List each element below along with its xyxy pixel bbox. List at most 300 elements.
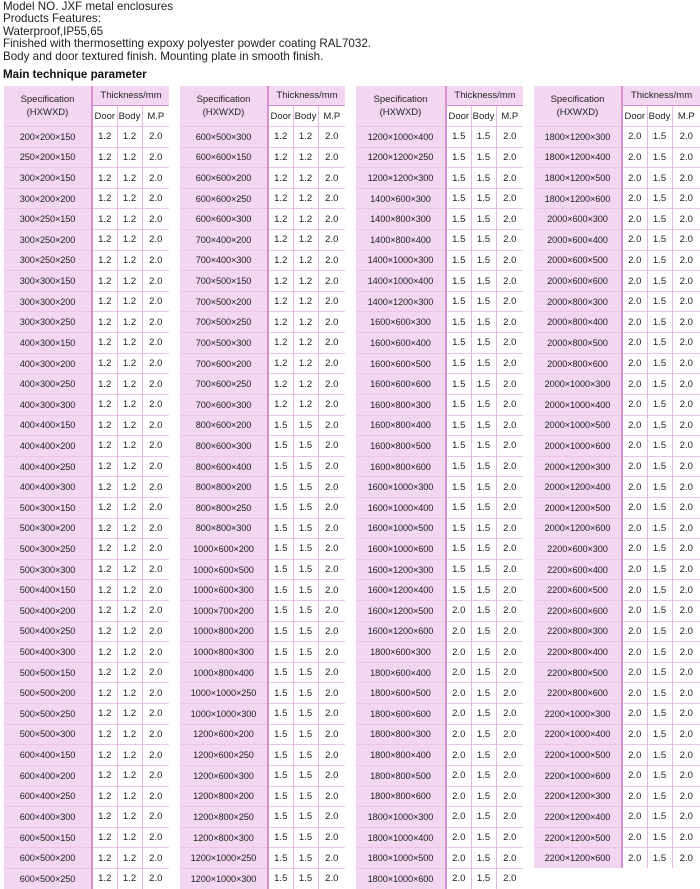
table-row (4, 745, 169, 766)
body-thickness-cell: 1.5 (293, 456, 318, 477)
door-thickness-cell: 1.2 (268, 127, 293, 148)
door-thickness-cell: 1.2 (268, 353, 293, 374)
door-thickness-cell: 1.5 (446, 127, 471, 148)
spec-cell: 1800×1200×300 (534, 127, 622, 148)
body-thickness-cell: 1.2 (293, 168, 318, 189)
mounting-plate-thickness-cell: 2.0 (672, 188, 700, 209)
spec-cell: 1600×600×600 (356, 374, 446, 395)
spec-cell: 1800×600×500 (356, 683, 446, 704)
table-row (4, 415, 169, 436)
spec-cell: 2000×1000×500 (534, 415, 622, 436)
table-row (4, 312, 169, 333)
door-thickness-cell: 1.2 (92, 394, 117, 415)
body-thickness-cell: 1.2 (117, 168, 142, 189)
door-thickness-cell: 1.5 (446, 312, 471, 333)
mounting-plate-thickness-cell: 2.0 (318, 601, 345, 622)
mounting-plate-thickness-cell: 2.0 (142, 209, 169, 230)
mounting-plate-thickness-cell: 2.0 (318, 745, 345, 766)
mounting-plate-thickness-cell: 2.0 (142, 230, 169, 251)
table-row (534, 601, 700, 622)
table-row (4, 868, 169, 888)
mounting-plate-thickness-cell: 2.0 (318, 271, 345, 292)
body-thickness-cell: 1.5 (471, 539, 496, 560)
table-row (534, 353, 700, 374)
door-thickness-cell: 1.2 (92, 168, 117, 189)
spec-cell: 600×400×300 (4, 807, 92, 828)
body-thickness-cell: 1.5 (471, 127, 496, 148)
mounting-plate-thickness-cell: 2.0 (142, 374, 169, 395)
body-thickness-cell: 1.5 (293, 518, 318, 539)
door-thickness-cell: 1.2 (92, 580, 117, 601)
table-row (534, 168, 700, 189)
door-thickness-cell: 2.0 (622, 188, 647, 209)
door-thickness-cell: 1.5 (268, 456, 293, 477)
spec-cell: 1800×800×300 (356, 724, 446, 745)
body-thickness-cell: 1.2 (117, 436, 142, 457)
spec-cell: 1400×1200×300 (356, 291, 446, 312)
door-thickness-cell: 2.0 (446, 642, 471, 663)
door-thickness-cell: 1.2 (92, 807, 117, 828)
body-thickness-cell: 1.5 (293, 765, 318, 786)
door-thickness-cell: 2.0 (622, 250, 647, 271)
mounting-plate-thickness-cell: 2.0 (496, 786, 523, 807)
table-row (4, 353, 169, 374)
spec-cell: 1800×600×300 (356, 642, 446, 663)
table-row (356, 147, 523, 168)
spec-cell: 300×200×150 (4, 168, 92, 189)
door-thickness-cell: 1.5 (446, 477, 471, 498)
spec-cell: 2200×1000×600 (534, 765, 622, 786)
spec-cell: 2000×800×600 (534, 353, 622, 374)
body-thickness-cell: 1.2 (117, 209, 142, 230)
table-row (180, 827, 345, 848)
mounting-plate-thickness-cell: 2.0 (318, 827, 345, 848)
body-thickness-cell: 1.2 (117, 601, 142, 622)
spec-cell: 1600×1200×400 (356, 580, 446, 601)
spec-cell: 1000×800×200 (180, 621, 268, 642)
body-thickness-cell: 1.5 (471, 497, 496, 518)
mounting-plate-thickness-cell: 2.0 (672, 394, 700, 415)
mounting-plate-thickness-cell: 2.0 (496, 497, 523, 518)
body-thickness-cell: 1.2 (293, 312, 318, 333)
door-thickness-cell: 2.0 (446, 848, 471, 869)
mounting-plate-thickness-cell: 2.0 (672, 848, 700, 868)
spec-cell: 800×800×200 (180, 477, 268, 498)
body-thickness-cell: 1.2 (117, 230, 142, 251)
door-header: Door (268, 106, 293, 127)
mounting-plate-thickness-cell: 2.0 (318, 662, 345, 683)
mounting-plate-thickness-cell: 2.0 (496, 127, 523, 148)
dimension-order-label: (HXWXD) (202, 107, 245, 118)
body-thickness-cell: 1.2 (117, 188, 142, 209)
door-thickness-cell: 1.2 (92, 477, 117, 498)
mounting-plate-thickness-cell: 2.0 (318, 786, 345, 807)
spec-cell: 2200×1000×400 (534, 724, 622, 745)
door-thickness-cell: 1.2 (268, 230, 293, 251)
table-row (356, 333, 523, 354)
body-thickness-cell: 1.5 (293, 704, 318, 725)
table-row (180, 374, 345, 395)
mounting-plate-thickness-cell: 2.0 (672, 724, 700, 745)
spec-cell: 2200×600×400 (534, 559, 622, 580)
door-thickness-cell: 2.0 (622, 312, 647, 333)
door-thickness-cell: 1.2 (92, 868, 117, 888)
mounting-plate-thickness-cell: 2.0 (496, 807, 523, 828)
body-thickness-cell: 1.5 (471, 394, 496, 415)
door-thickness-cell: 2.0 (446, 704, 471, 725)
spec-cell: 600×600×150 (180, 147, 268, 168)
body-thickness-cell: 1.5 (647, 807, 672, 828)
mounting-plate-thickness-cell: 2.0 (142, 601, 169, 622)
mounting-plate-thickness-cell: 2.0 (672, 683, 700, 704)
mounting-plate-thickness-cell: 2.0 (142, 704, 169, 725)
body-thickness-cell: 1.5 (647, 333, 672, 354)
spec-cell: 500×300×300 (4, 559, 92, 580)
mounting-plate-thickness-cell: 2.0 (496, 580, 523, 601)
body-thickness-cell: 1.5 (293, 621, 318, 642)
body-thickness-cell: 1.2 (293, 250, 318, 271)
table-row (180, 168, 345, 189)
body-thickness-cell: 1.5 (471, 827, 496, 848)
door-thickness-cell: 1.5 (446, 415, 471, 436)
door-thickness-cell: 1.5 (268, 601, 293, 622)
spec-cell: 2200×1200×400 (534, 807, 622, 828)
mounting-plate-thickness-cell: 2.0 (318, 353, 345, 374)
table-row (4, 168, 169, 189)
spec-cell: 2200×1200×600 (534, 848, 622, 868)
door-thickness-cell: 1.2 (92, 188, 117, 209)
door-thickness-cell: 2.0 (622, 559, 647, 580)
body-thickness-cell: 1.5 (471, 601, 496, 622)
door-thickness-cell: 2.0 (446, 807, 471, 828)
spec-cell: 1000×600×200 (180, 539, 268, 560)
body-thickness-cell: 1.2 (117, 704, 142, 725)
mounting-plate-thickness-cell: 2.0 (318, 415, 345, 436)
body-thickness-cell: 1.5 (293, 601, 318, 622)
door-thickness-cell: 1.2 (92, 704, 117, 725)
body-thickness-cell: 1.5 (647, 353, 672, 374)
door-thickness-cell: 1.2 (92, 662, 117, 683)
door-thickness-cell: 1.2 (92, 333, 117, 354)
door-thickness-cell: 1.2 (268, 394, 293, 415)
mounting-plate-thickness-cell: 2.0 (672, 497, 700, 518)
mounting-plate-thickness-cell: 2.0 (142, 786, 169, 807)
table-row (4, 477, 169, 498)
spec-cell: 1400×600×300 (356, 188, 446, 209)
specification-label: Specification (373, 94, 428, 105)
mounting-plate-thickness-cell: 2.0 (496, 848, 523, 869)
table-row (4, 724, 169, 745)
door-thickness-cell: 2.0 (622, 497, 647, 518)
door-thickness-cell: 1.2 (268, 271, 293, 292)
spec-cell: 800×600×200 (180, 415, 268, 436)
door-thickness-cell: 1.5 (268, 868, 293, 888)
door-thickness-cell: 1.5 (446, 436, 471, 457)
spec-cell: 1000×700×200 (180, 601, 268, 622)
door-thickness-cell: 1.5 (268, 415, 293, 436)
body-thickness-cell: 1.2 (293, 394, 318, 415)
spec-cell: 1600×800×400 (356, 415, 446, 436)
table-row (534, 786, 700, 807)
specification-header (180, 86, 268, 127)
door-thickness-cell: 1.2 (268, 374, 293, 395)
door-thickness-cell: 1.5 (268, 765, 293, 786)
specification-label: Specification (550, 94, 605, 105)
body-thickness-cell: 1.2 (117, 724, 142, 745)
door-thickness-cell: 1.2 (92, 436, 117, 457)
body-thickness-cell: 1.5 (471, 168, 496, 189)
table-row (356, 436, 523, 457)
table-row (534, 188, 700, 209)
door-thickness-cell: 2.0 (622, 518, 647, 539)
spec-cell: 2200×1200×500 (534, 827, 622, 848)
body-thickness-cell: 1.5 (471, 436, 496, 457)
mounting-plate-thickness-cell: 2.0 (142, 683, 169, 704)
spec-cell: 700×400×200 (180, 230, 268, 251)
body-thickness-cell: 1.5 (293, 662, 318, 683)
body-thickness-cell: 1.5 (647, 312, 672, 333)
thickness-header: Thickness/mm (268, 86, 345, 106)
door-thickness-cell: 1.5 (446, 209, 471, 230)
body-thickness-cell: 1.5 (471, 745, 496, 766)
door-thickness-cell: 1.2 (92, 683, 117, 704)
mounting-plate-thickness-cell: 2.0 (672, 436, 700, 457)
spec-cell: 300×250×200 (4, 230, 92, 251)
door-thickness-cell: 1.2 (92, 724, 117, 745)
table-row (180, 642, 345, 663)
body-thickness-cell: 1.5 (293, 807, 318, 828)
spec-cell: 2200×800×600 (534, 683, 622, 704)
body-thickness-cell: 1.2 (117, 539, 142, 560)
door-header: Door (622, 106, 647, 127)
spec-cell: 200×200×150 (4, 127, 92, 148)
spec-cell: 500×500×300 (4, 724, 92, 745)
mounting-plate-thickness-cell: 2.0 (672, 415, 700, 436)
mounting-plate-thickness-cell: 2.0 (142, 456, 169, 477)
table-row (4, 147, 169, 168)
table-row (356, 291, 523, 312)
body-thickness-cell: 1.5 (293, 415, 318, 436)
table-row (4, 518, 169, 539)
spec-cell: 1800×800×400 (356, 745, 446, 766)
mounting-plate-thickness-cell: 2.0 (318, 188, 345, 209)
mounting-plate-thickness-cell: 2.0 (496, 765, 523, 786)
door-thickness-cell: 2.0 (622, 436, 647, 457)
body-thickness-cell: 1.5 (471, 683, 496, 704)
table-row (534, 415, 700, 436)
spec-cell: 1000×1000×250 (180, 683, 268, 704)
spec-cell: 1600×800×300 (356, 394, 446, 415)
door-thickness-cell: 1.5 (268, 724, 293, 745)
table-row (4, 230, 169, 251)
door-thickness-cell: 1.2 (92, 230, 117, 251)
specification-label: Specification (196, 94, 251, 105)
table-row (4, 621, 169, 642)
spec-cell: 1800×1000×400 (356, 827, 446, 848)
spec-cell: 1800×800×500 (356, 765, 446, 786)
mounting-plate-thickness-cell: 2.0 (142, 291, 169, 312)
table-row (356, 394, 523, 415)
mounting-plate-thickness-cell: 2.0 (318, 683, 345, 704)
mounting-plate-thickness-cell: 2.0 (672, 312, 700, 333)
body-thickness-cell: 1.5 (471, 621, 496, 642)
door-thickness-cell: 1.2 (268, 312, 293, 333)
mounting-plate-thickness-cell: 2.0 (496, 662, 523, 683)
spec-cell: 300×300×250 (4, 312, 92, 333)
body-thickness-cell: 1.5 (471, 209, 496, 230)
spec-cell: 500×300×250 (4, 539, 92, 560)
body-thickness-cell: 1.2 (293, 291, 318, 312)
body-thickness-cell: 1.5 (647, 394, 672, 415)
table-row (356, 580, 523, 601)
table-row (356, 250, 523, 271)
mounting-plate-thickness-cell: 2.0 (142, 724, 169, 745)
table-row (4, 250, 169, 271)
table-row (534, 683, 700, 704)
mounting-plate-thickness-cell: 2.0 (496, 642, 523, 663)
door-thickness-cell: 1.2 (92, 848, 117, 869)
spec-cell: 2200×800×400 (534, 642, 622, 663)
mounting-plate-thickness-cell: 2.0 (672, 374, 700, 395)
mounting-plate-thickness-cell: 2.0 (496, 415, 523, 436)
mounting-plate-thickness-cell: 2.0 (672, 250, 700, 271)
mounting-plate-thickness-cell: 2.0 (496, 250, 523, 271)
spec-cell: 600×600×250 (180, 188, 268, 209)
door-thickness-cell: 1.5 (446, 250, 471, 271)
spec-cell: 1800×1200×600 (534, 188, 622, 209)
mounting-plate-thickness-cell: 2.0 (496, 312, 523, 333)
spec-cell: 600×500×150 (4, 827, 92, 848)
spec-cell: 1000×600×500 (180, 559, 268, 580)
table-row (356, 188, 523, 209)
spec-cell: 400×300×250 (4, 374, 92, 395)
mounting-plate-thickness-cell: 2.0 (318, 518, 345, 539)
body-thickness-cell: 1.5 (471, 724, 496, 745)
door-thickness-cell: 1.5 (268, 642, 293, 663)
table-row (180, 807, 345, 828)
door-thickness-cell: 1.5 (268, 745, 293, 766)
mounting-plate-thickness-cell: 2.0 (142, 765, 169, 786)
spec-cell: 1600×600×500 (356, 353, 446, 374)
table-row (180, 662, 345, 683)
mounting-plate-header: M.P (318, 106, 345, 127)
body-thickness-cell: 1.2 (117, 827, 142, 848)
spec-cell: 700×600×200 (180, 353, 268, 374)
mounting-plate-thickness-cell: 2.0 (496, 333, 523, 354)
table-row (356, 518, 523, 539)
features-heading: Products Features: (3, 12, 101, 26)
door-thickness-cell: 1.5 (446, 394, 471, 415)
door-thickness-cell: 2.0 (622, 704, 647, 725)
body-thickness-cell: 1.2 (117, 786, 142, 807)
table-row (4, 559, 169, 580)
mounting-plate-thickness-cell: 2.0 (672, 127, 700, 148)
table-row (4, 827, 169, 848)
table-row (356, 621, 523, 642)
spec-cell: 1600×1000×600 (356, 539, 446, 560)
door-thickness-cell: 2.0 (446, 786, 471, 807)
table-row (4, 436, 169, 457)
mounting-plate-thickness-cell: 2.0 (672, 209, 700, 230)
mounting-plate-thickness-cell: 2.0 (142, 477, 169, 498)
spec-cell: 400×300×150 (4, 333, 92, 354)
table-row (4, 374, 169, 395)
door-thickness-cell: 1.2 (268, 147, 293, 168)
door-thickness-cell: 1.5 (446, 374, 471, 395)
table-row (534, 250, 700, 271)
spec-cell: 700×500×300 (180, 333, 268, 354)
spec-cell: 2000×800×400 (534, 312, 622, 333)
table-row (356, 539, 523, 560)
mounting-plate-thickness-cell: 2.0 (672, 745, 700, 766)
door-thickness-cell: 1.5 (268, 807, 293, 828)
door-thickness-cell: 1.2 (92, 765, 117, 786)
door-thickness-cell: 2.0 (446, 765, 471, 786)
body-thickness-cell: 1.5 (293, 642, 318, 663)
table-row (180, 848, 345, 869)
body-thickness-cell: 1.2 (117, 291, 142, 312)
door-thickness-cell: 1.5 (268, 827, 293, 848)
door-thickness-cell: 1.5 (446, 147, 471, 168)
mounting-plate-thickness-cell: 2.0 (496, 147, 523, 168)
spec-cell: 1400×1000×300 (356, 250, 446, 271)
door-thickness-cell: 1.2 (92, 518, 117, 539)
table-row (4, 786, 169, 807)
body-thickness-cell: 1.2 (293, 147, 318, 168)
body-thickness-cell: 1.2 (117, 374, 142, 395)
mounting-plate-thickness-cell: 2.0 (318, 127, 345, 148)
body-thickness-cell: 1.2 (293, 333, 318, 354)
spec-cell: 2000×800×300 (534, 291, 622, 312)
body-thickness-cell: 1.5 (647, 601, 672, 622)
mounting-plate-thickness-cell: 2.0 (318, 230, 345, 251)
spec-cell: 2000×1200×400 (534, 477, 622, 498)
door-thickness-cell: 2.0 (622, 807, 647, 828)
door-thickness-cell: 2.0 (622, 848, 647, 868)
door-thickness-cell: 2.0 (622, 621, 647, 642)
spec-cell: 700×600×300 (180, 394, 268, 415)
body-thickness-cell: 1.5 (647, 415, 672, 436)
door-thickness-cell: 2.0 (446, 724, 471, 745)
spec-cell: 700×600×250 (180, 374, 268, 395)
body-thickness-cell: 1.5 (647, 704, 672, 725)
table-row (534, 662, 700, 683)
mounting-plate-thickness-cell: 2.0 (318, 168, 345, 189)
spec-cell: 600×500×300 (180, 127, 268, 148)
spec-cell: 700×400×300 (180, 250, 268, 271)
table-row (180, 188, 345, 209)
mounting-plate-thickness-cell: 2.0 (672, 642, 700, 663)
mounting-plate-thickness-cell: 2.0 (142, 394, 169, 415)
spec-cell: 700×500×150 (180, 271, 268, 292)
table-row (356, 230, 523, 251)
door-thickness-cell: 1.5 (446, 497, 471, 518)
table-row (4, 291, 169, 312)
spec-cell: 2200×1200×300 (534, 786, 622, 807)
table-row (4, 662, 169, 683)
body-thickness-cell: 1.5 (471, 477, 496, 498)
body-thickness-cell: 1.5 (293, 848, 318, 869)
spec-cell: 1200×1200×250 (356, 147, 446, 168)
mounting-plate-thickness-cell: 2.0 (142, 497, 169, 518)
table-row (534, 209, 700, 230)
table-row (534, 394, 700, 415)
table-row (356, 127, 523, 148)
body-thickness-cell: 1.2 (293, 230, 318, 251)
body-thickness-cell: 1.5 (293, 580, 318, 601)
door-thickness-cell: 1.5 (268, 436, 293, 457)
spec-cell: 400×400×250 (4, 456, 92, 477)
